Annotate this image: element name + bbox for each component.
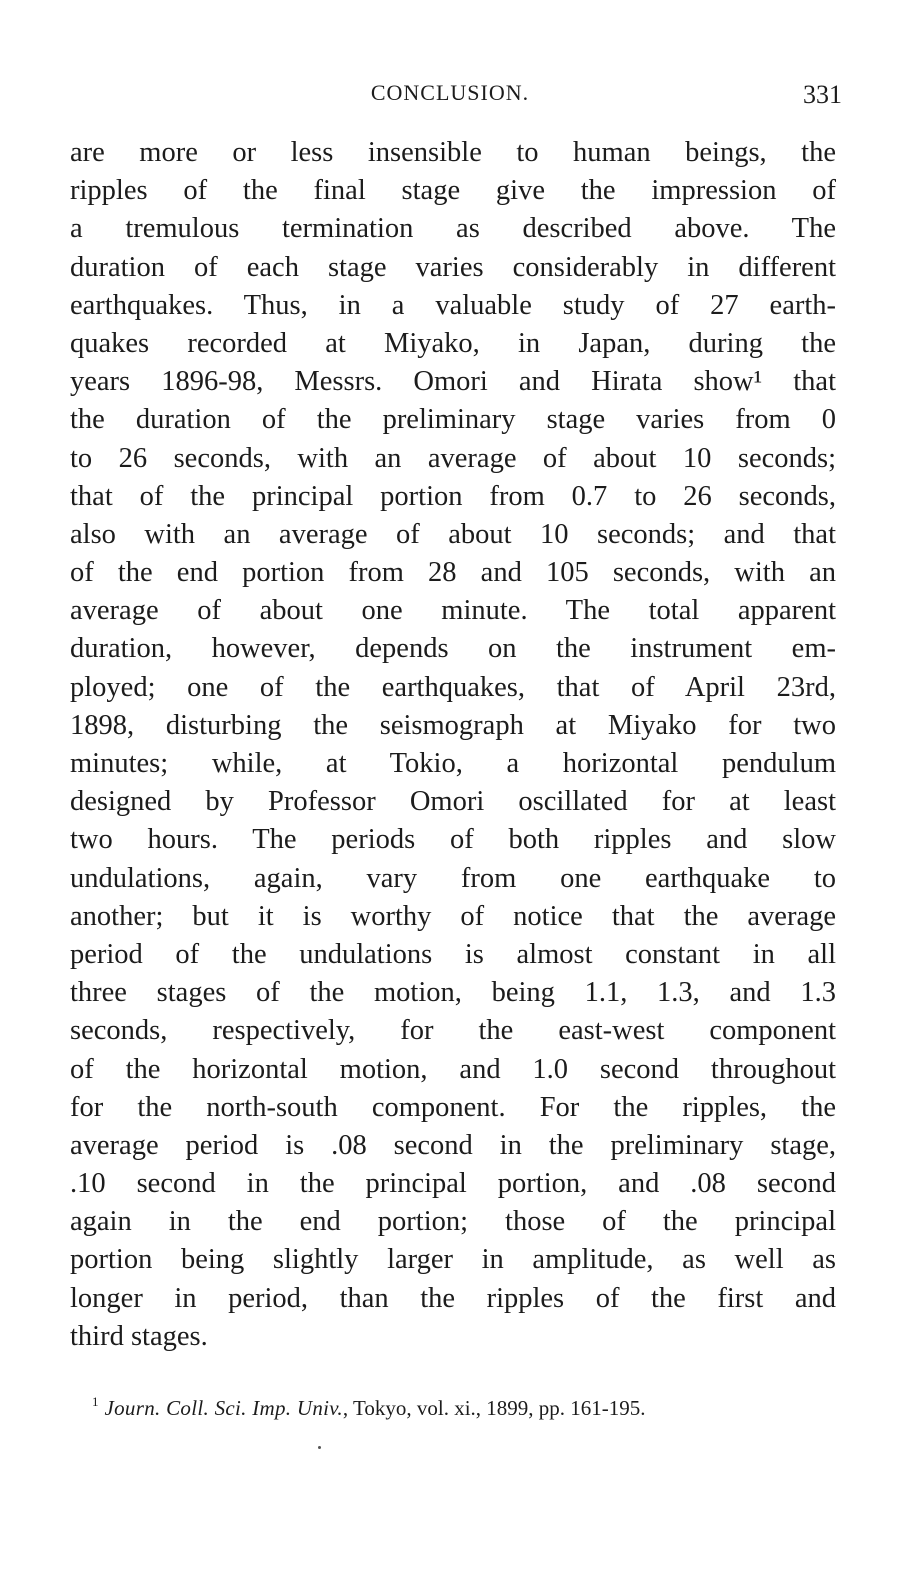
- text-line: designed by Professor Omori oscillated for at least: [70, 786, 836, 818]
- text-line: .10 second in the principal portion, and .08 second: [70, 1168, 836, 1200]
- text-line: duration, however, depends on the instrument em-: [70, 633, 836, 665]
- print-speck: [318, 1446, 321, 1449]
- text-line: seconds, respectively, for the east-west component: [70, 1015, 836, 1047]
- text-line: third stages.: [70, 1320, 208, 1352]
- text-line: average period is .08 second in the preliminary stage,: [70, 1129, 836, 1161]
- text-line: earthquakes. Thus, in a valuable study of 27 earth-: [70, 289, 836, 321]
- text-line: duration of each stage varies considerably in different: [70, 251, 836, 283]
- text-line: of the end portion from 28 and 105 seconds, with an: [70, 557, 836, 589]
- text-line: a tremulous termination as described above. The: [70, 213, 836, 245]
- text-line: average of about one minute. The total apparent: [70, 595, 836, 627]
- text-line: to 26 seconds, with an average of about 10 seconds;: [70, 442, 836, 474]
- body-text: [70, 134, 836, 1356]
- text-line: two hours. The periods of both ripples and slow: [70, 824, 836, 856]
- text-line: longer in period, than the ripples of the first and: [70, 1282, 836, 1314]
- text-line: are more or less insensible to human beings, the: [70, 137, 836, 168]
- text-line: years 1896-98, Messrs. Omori and Hirata show¹ that: [70, 366, 836, 398]
- text-line: portion being slightly larger in amplitude, as well as: [70, 1244, 836, 1276]
- text-line: that of the principal portion from 0.7 to 26 seconds,: [70, 480, 836, 512]
- text-line: three stages of the motion, being 1.1, 1.3, and 1.3: [70, 977, 836, 1009]
- text-line: for the north-south component. For the ripples, the: [70, 1091, 836, 1123]
- footnote-details: , Tokyo, vol. xi., 1899, pp. 161-195.: [342, 1396, 646, 1420]
- text-line: the duration of the preliminary stage varies from 0: [70, 404, 836, 436]
- text-line: of the horizontal motion, and 1.0 second throughout: [70, 1053, 836, 1085]
- text-line: quakes recorded at Miyako, in Japan, during the: [70, 327, 836, 359]
- footnote-marker: 1: [92, 1394, 99, 1409]
- text-line: another; but it is worthy of notice that the average: [70, 900, 836, 932]
- footnote: [92, 1394, 646, 1421]
- running-head: [0, 76, 900, 112]
- text-line: ployed; one of the earthquakes, that of April 23rd,: [70, 671, 836, 703]
- text-line: also with an average of about 10 seconds; and that: [70, 518, 836, 550]
- footnote-source: Journ. Coll. Sci. Imp. Univ.: [104, 1396, 343, 1420]
- text-line: 1898, disturbing the seismograph at Miyako for two: [70, 709, 836, 741]
- text-line: again in the end portion; those of the principal: [70, 1206, 836, 1238]
- text-line: minutes; while, at Tokio, a horizontal pendulum: [70, 748, 836, 779]
- page-number: 331: [803, 80, 842, 109]
- text-line: ripples of the final stage give the impression of: [70, 175, 836, 207]
- chapter-title: CONCLUSION.: [370, 80, 530, 105]
- text-line: period of the undulations is almost constant in all: [70, 938, 836, 970]
- text-line: undulations, again, vary from one earthquake to: [70, 862, 836, 894]
